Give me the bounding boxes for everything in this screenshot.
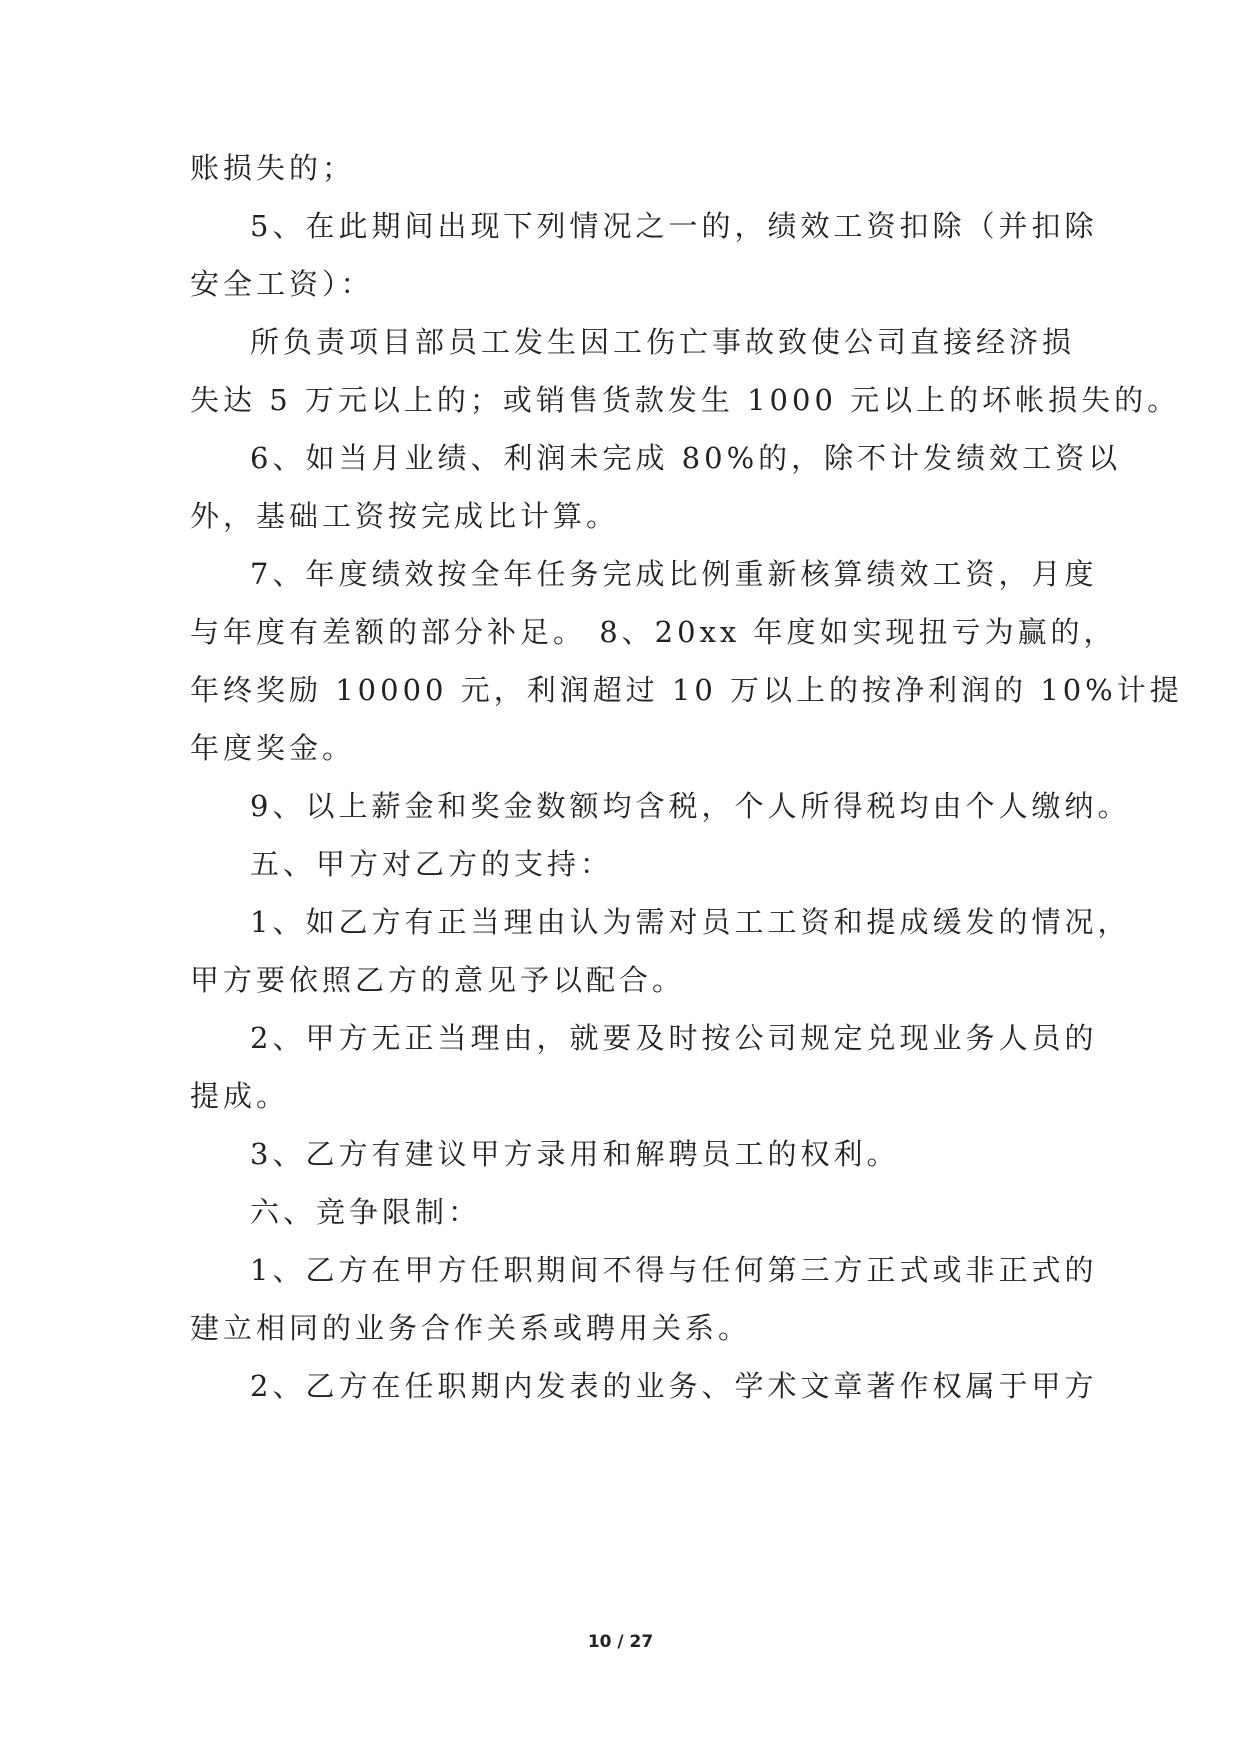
text-line: 外，基础工资按完成比计算。	[190, 499, 620, 533]
text-line: 2、甲方无正当理由，就要及时按公司规定兑现业务人员的	[250, 1021, 1098, 1055]
text-line: 失达 5 万元以上的；或销售货款发生 1000 元以上的坏帐损失的。	[190, 383, 1181, 417]
text-line: 1、乙方在甲方任职期间不得与任何第三方正式或非正式的	[250, 1253, 1098, 1287]
text-line: 1、如乙方有正当理由认为需对员工工资和提成缓发的情况，	[250, 905, 1131, 939]
text-line: 提成。	[190, 1079, 290, 1113]
page-number: 10 / 27	[587, 1632, 654, 1652]
text-line: 年度奖金。	[190, 731, 356, 765]
text-line: 账损失的；	[190, 151, 356, 185]
text-line: 5、在此期间出现下列情况之一的，绩效工资扣除（并扣除	[250, 209, 1098, 243]
text-line: 与年度有差额的部分补足。 8、20xx 年度如实现扭亏为赢的，	[190, 615, 1117, 649]
text-line: 7、年度绩效按全年任务完成比例重新核算绩效工资，月度	[250, 557, 1098, 591]
section-heading: 六、竞争限制：	[250, 1195, 482, 1229]
text-line: 安全工资）：	[190, 267, 374, 301]
text-line: 2、乙方在任职期内发表的业务、学术文章著作权属于甲方	[250, 1369, 1098, 1403]
section-heading: 五、甲方对乙方的支持：	[250, 847, 614, 881]
text-line: 甲方要依照乙方的意见予以配合。	[190, 963, 686, 997]
text-line: 6、如当月业绩、利润未完成 80%的，除不计发绩效工资以	[250, 441, 1122, 475]
text-line: 所负责项目部员工发生因工伤亡事故致使公司直接经济损	[250, 325, 1076, 359]
text-line: 年终奖励 10000 元，利润超过 10 万以上的按净利润的 10%计提	[190, 673, 1183, 707]
text-line: 3、乙方有建议甲方录用和解聘员工的权利。	[250, 1137, 900, 1171]
text-line: 建立相同的业务合作关系或聘用关系。	[190, 1311, 752, 1345]
text-line: 9、以上薪金和奖金数额均含税，个人所得税均由个人缴纳。	[250, 789, 1131, 823]
